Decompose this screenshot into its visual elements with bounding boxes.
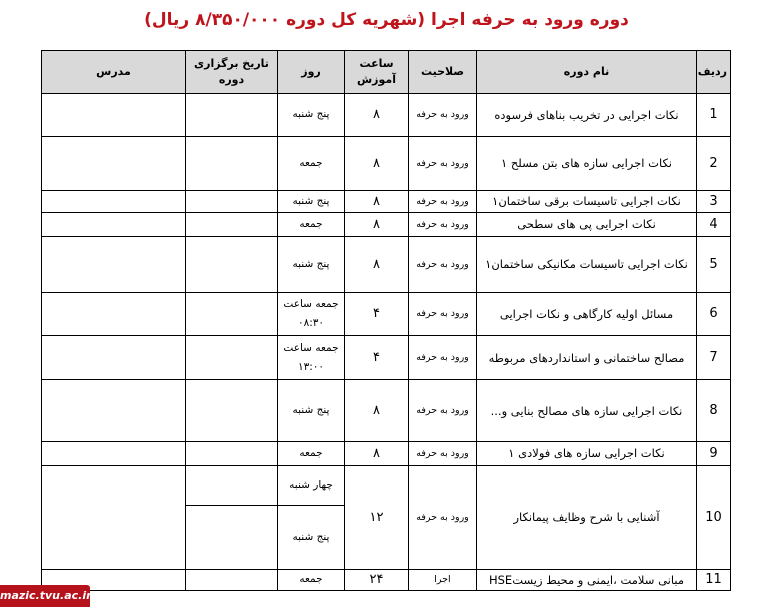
course-name: نکات اجرایی در تخریب بناهای فرسوده [477, 94, 697, 137]
training-hours: ۱۲ [345, 465, 409, 569]
course-name: مسائل اولیه کارگاهی و نکات اجرایی [477, 292, 697, 336]
course-name: نکات اجرایی سازه های فولادی ۱ [477, 442, 697, 465]
training-hours: ۸ [345, 94, 409, 137]
course-name: آشنایی با شرح وظایف پیمانکار [477, 465, 697, 569]
training-hours: ۲۴ [345, 569, 409, 590]
course-date [186, 336, 278, 380]
course-name: نکات اجرایی تاسیسات مکانیکی ساختمان۱ [477, 236, 697, 292]
qualification: ورود به حرفه [409, 442, 477, 465]
course-day: پنج شنبه [278, 94, 345, 137]
instructor [42, 380, 186, 442]
course-day: پنج شنبه [278, 236, 345, 292]
course-day: جمعه [278, 213, 345, 236]
course-date [186, 94, 278, 137]
course-name: نکات اجرایی پی های سطحی [477, 213, 697, 236]
course-day: جمعه ساعت ۱۳:۰۰ [278, 336, 345, 380]
header-row-number: ردیف [697, 51, 731, 94]
instructor [42, 94, 186, 137]
training-hours: ۸ [345, 213, 409, 236]
course-day: پنج شنبه [278, 190, 345, 212]
instructor [42, 292, 186, 336]
course-day-second: پنج شنبه [278, 506, 345, 569]
course-day: جمعه [278, 136, 345, 190]
course-date [186, 569, 278, 590]
training-hours: ۸ [345, 190, 409, 212]
course-name: نکات اجرایی سازه های مصالح بنایی و... [477, 380, 697, 442]
qualification: ورود به حرفه [409, 94, 477, 137]
course-name: نکات اجرایی تاسیسات برقی ساختمان۱ [477, 190, 697, 212]
course-date [186, 292, 278, 336]
header-row [42, 51, 731, 94]
page-title: دوره ورود به حرفه اجرا (شهریه کل دوره ۸/۳۵۰/۰۰۰ ریال) [144, 10, 629, 30]
table-row [42, 292, 731, 336]
course-date [186, 236, 278, 292]
qualification: ورود به حرفه [409, 380, 477, 442]
training-hours: ۴ [345, 336, 409, 380]
row-number: 2 [697, 136, 731, 190]
instructor [42, 465, 186, 569]
qualification: ورود به حرفه [409, 136, 477, 190]
course-date [186, 213, 278, 236]
row-number: 1 [697, 94, 731, 137]
course-schedule-table [41, 50, 731, 591]
header-course-name: نام دوره [477, 51, 697, 94]
instructor [42, 136, 186, 190]
instructor [42, 442, 186, 465]
table-row [42, 213, 731, 236]
instructor [42, 213, 186, 236]
qualification: ورود به حرفه [409, 190, 477, 212]
row-number: 6 [697, 292, 731, 336]
qualification: ورود به حرفه [409, 465, 477, 569]
table-row [42, 136, 731, 190]
qualification: ورود به حرفه [409, 292, 477, 336]
row-number: 3 [697, 190, 731, 212]
course-date [186, 442, 278, 465]
course-name-suffix: HSE [488, 572, 513, 587]
table-row [42, 94, 731, 137]
table-row [42, 465, 731, 506]
table-row [42, 190, 731, 212]
header-qualification: صلاحیت [409, 51, 477, 94]
course-name: نکات اجرایی سازه های بتن مسلح ۱ [477, 136, 697, 190]
course-date [186, 380, 278, 442]
table-row [42, 336, 731, 380]
course-day: چهار شنبه [278, 465, 345, 506]
row-number: 10 [697, 465, 731, 569]
course-date [186, 465, 278, 506]
course-day: جمعه [278, 569, 345, 590]
table-row [42, 569, 731, 590]
qualification: ورود به حرفه [409, 213, 477, 236]
course-name [477, 569, 697, 590]
table-row [42, 380, 731, 442]
course-name-text: مبانی سلامت ،ایمنی و محیط زیست [512, 572, 684, 587]
training-hours: ۸ [345, 380, 409, 442]
header-course-date: تاریخ برگزاری دوره [186, 51, 278, 94]
qualification: ورود به حرفه [409, 236, 477, 292]
row-number: 11 [697, 569, 731, 590]
training-hours: ۴ [345, 292, 409, 336]
training-hours: ۸ [345, 442, 409, 465]
instructor [42, 190, 186, 212]
header-instructor: مدرس [42, 51, 186, 94]
training-hours: ۸ [345, 136, 409, 190]
header-training-hours: ساعت آموزش [345, 51, 409, 94]
table-row [42, 236, 731, 292]
row-number: 7 [697, 336, 731, 380]
course-day: پنج شنبه [278, 380, 345, 442]
header-day: روز [278, 51, 345, 94]
row-number: 5 [697, 236, 731, 292]
course-day: جمعه [278, 442, 345, 465]
row-number: 9 [697, 442, 731, 465]
row-number: 4 [697, 213, 731, 236]
site-watermark: mazic.tvu.ac.ir [0, 585, 90, 607]
instructor [42, 336, 186, 380]
course-date-second [186, 506, 278, 569]
course-day: جمعه ساعت ۰۸:۳۰ [278, 292, 345, 336]
course-name: مصالح ساختمانی و استانداردهای مربوطه [477, 336, 697, 380]
row-number: 8 [697, 380, 731, 442]
qualification: اجرا [409, 569, 477, 590]
training-hours: ۸ [345, 236, 409, 292]
instructor [42, 236, 186, 292]
course-date [186, 136, 278, 190]
table-row [42, 442, 731, 465]
qualification: ورود به حرفه [409, 336, 477, 380]
course-date [186, 190, 278, 212]
